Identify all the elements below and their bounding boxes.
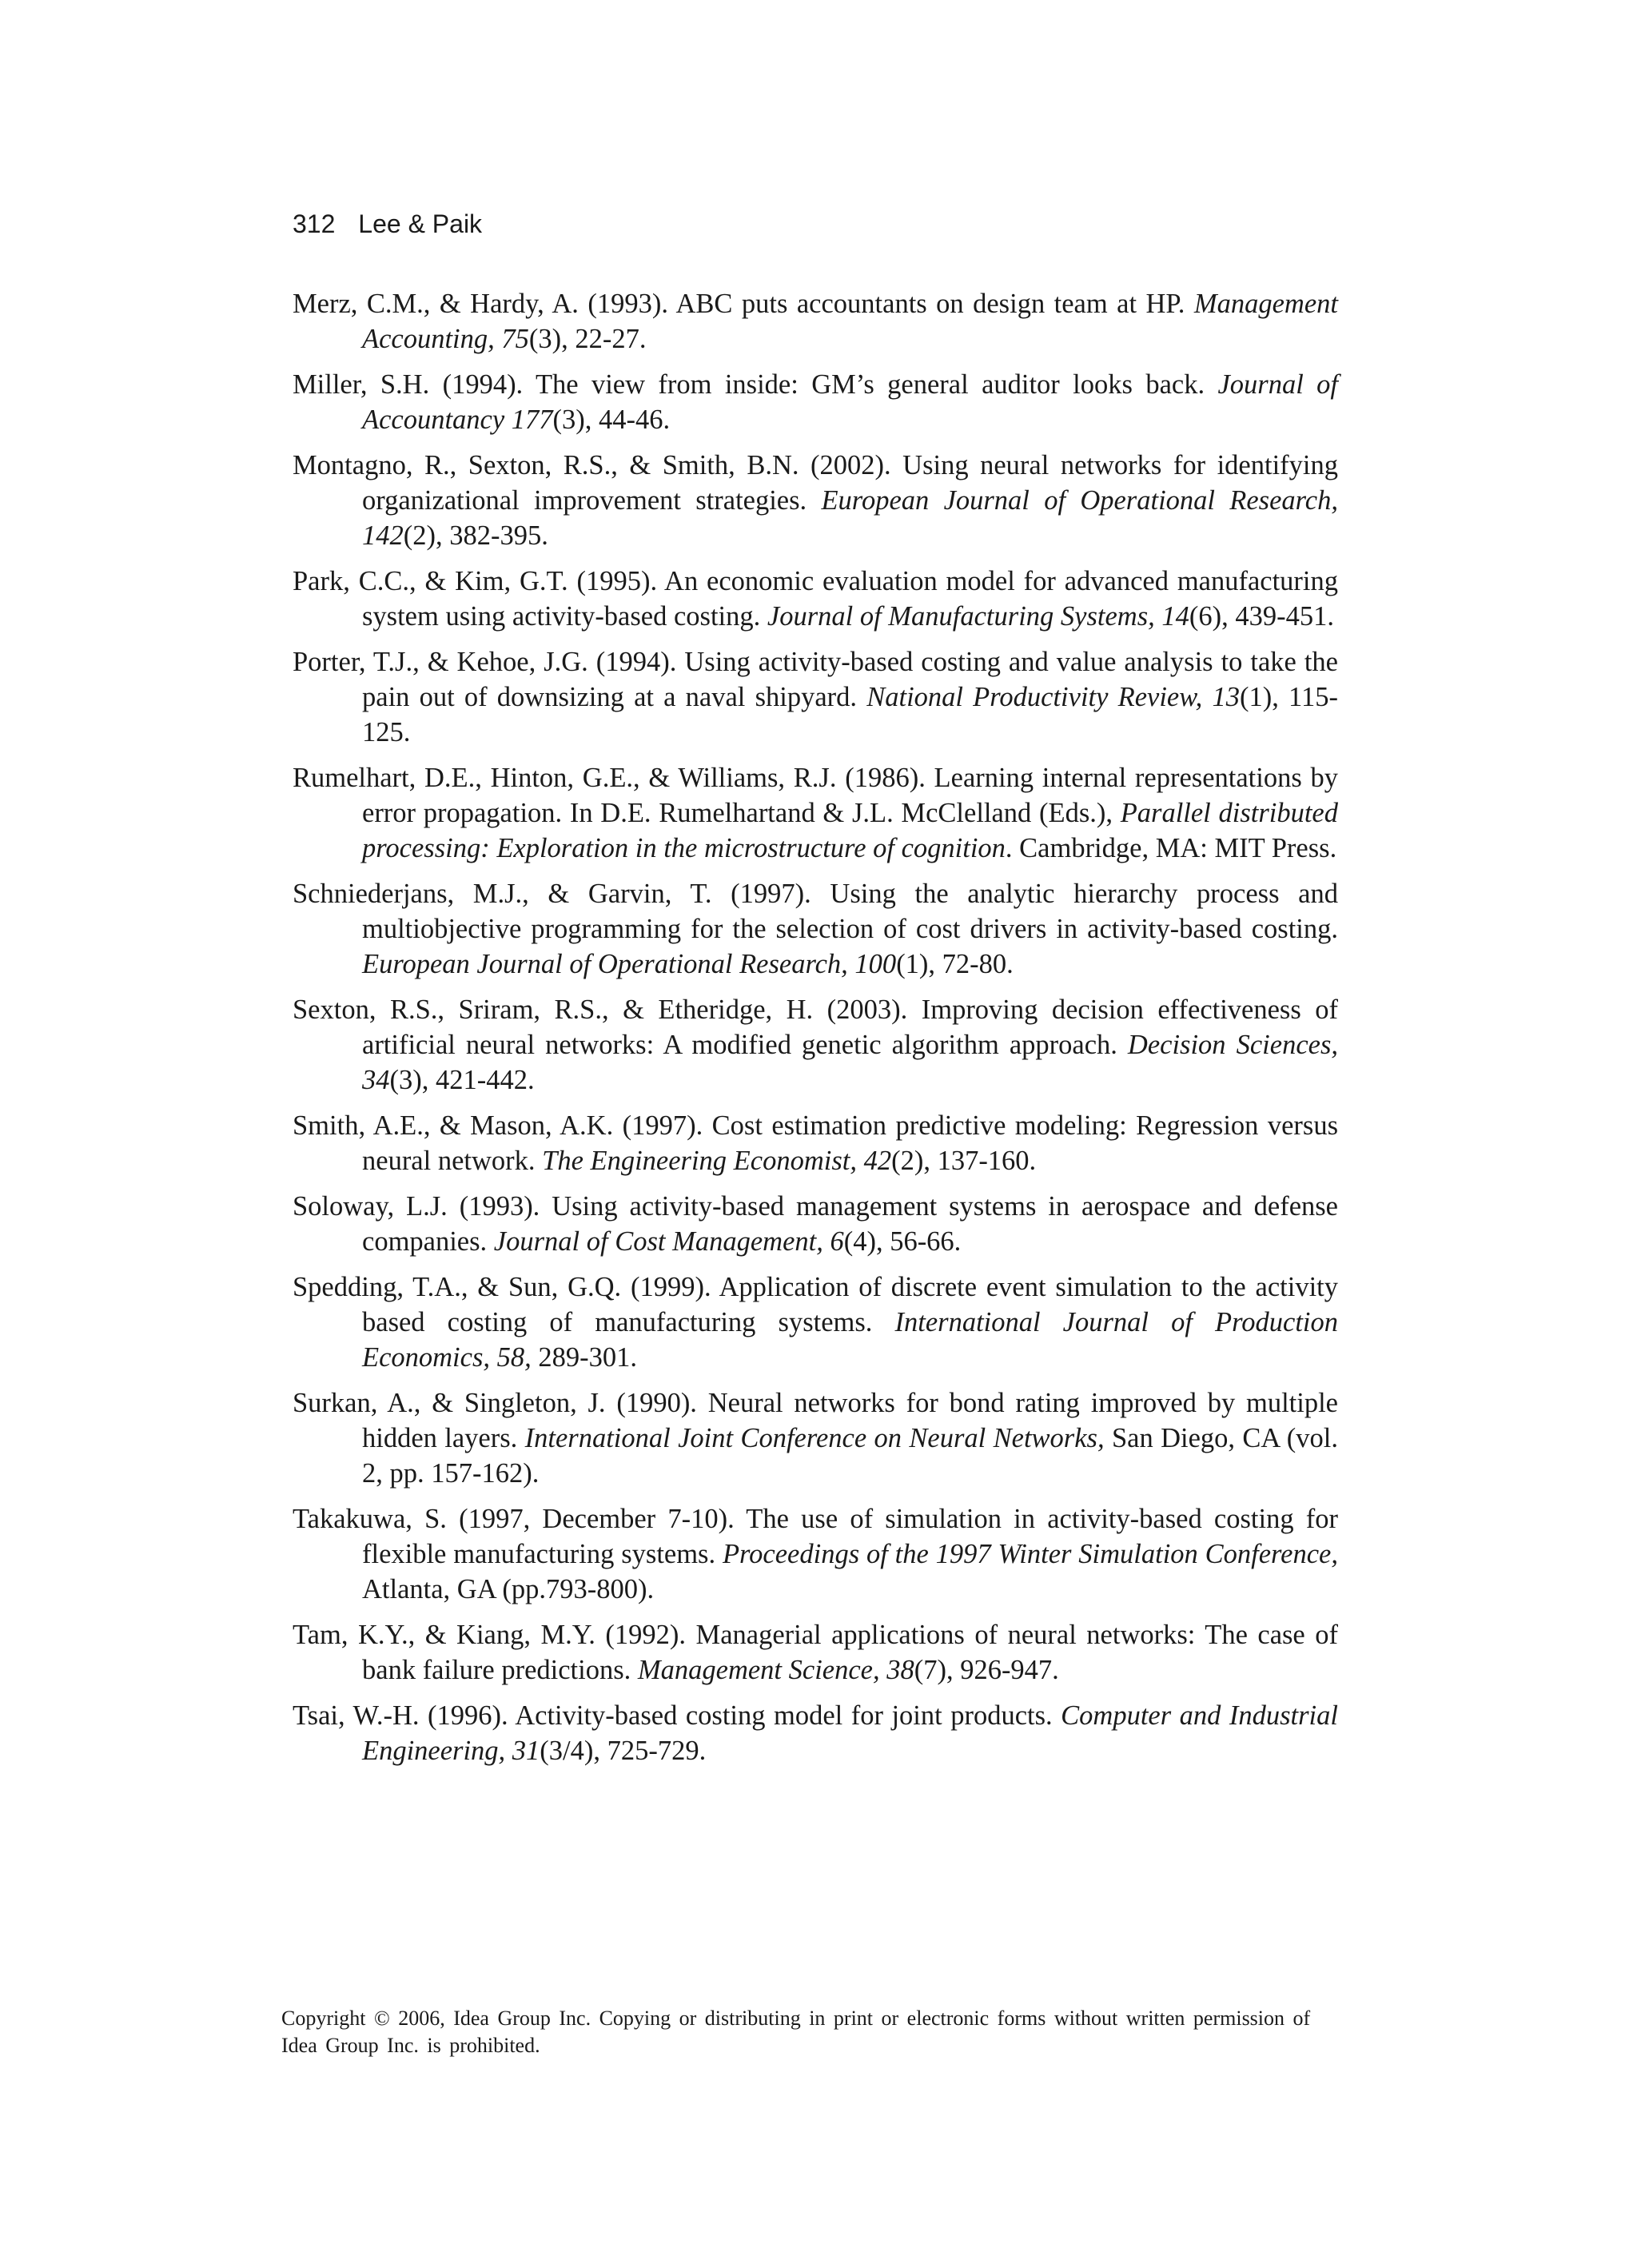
reference-text: . Cambridge, MA: MIT Press. [1005, 833, 1337, 863]
reference-text: (3), 22-27. [528, 324, 647, 354]
reference-text: San Diego, CA (vol. 2, pp. 157-162). [362, 1423, 1338, 1489]
reference-source-title: Management Science, 38 [637, 1655, 914, 1685]
reference-text: Surkan, A., & Singleton, J. (1990). Neural networks for bond rating improved by multiple hidden layers. [293, 1388, 1338, 1453]
reference-source-title: European Journal of Operational Research, 100 [362, 949, 897, 979]
reference-text: (1), 115-125. [362, 682, 1339, 747]
reference-text: Porter, T.J., & Kehoe, J.G. (1994). Using activity-based costing and value analysis to take the pain out of downsizing at a naval shipyard. [293, 647, 1338, 712]
reference-entry [293, 367, 1338, 437]
page-number: 312 [293, 209, 336, 238]
reference-entry [293, 286, 1338, 357]
reference-list [293, 286, 1338, 1779]
reference-entry [293, 760, 1338, 866]
reference-entry [293, 1270, 1338, 1375]
reference-source-title: The Engineering Economist, 42 [542, 1146, 892, 1176]
reference-source-title: Journal of Accountancy 177 [362, 369, 1338, 435]
running-head-authors: Lee & Paik [358, 209, 483, 238]
reference-text: (4), 56-66. [843, 1226, 962, 1257]
copyright-notice: Copyright © 2006, Idea Group Inc. Copying or distributing in print or electronic forms without written permission of Idea Group Inc. is prohibited. [281, 2007, 1311, 2057]
reference-text: Tam, K.Y., & Kiang, M.Y. (1992). Managerial applications of neural networks: The case of bank failure predictions. [293, 1620, 1338, 1685]
reference-text: Atlanta, GA (pp.793-800). [362, 1574, 655, 1604]
reference-text: (7), 926-947. [914, 1655, 1059, 1685]
reference-text: Spedding, T.A., & Sun, G.Q. (1999). Application of discrete event simulation to the activity based costing of manufacturing systems. [293, 1272, 1338, 1337]
reference-entry [293, 564, 1338, 634]
reference-text: (3), 44-46. [552, 405, 671, 435]
reference-text: (1), 72-80. [896, 949, 1014, 979]
reference-entry [293, 1501, 1338, 1607]
reference-entry [293, 1617, 1338, 1688]
reference-text: (3/4), 725-729. [540, 1736, 707, 1766]
reference-source-title: Decision Sciences, 34 [362, 1030, 1338, 1095]
reference-text: Schniederjans, M.J., & Garvin, T. (1997). Using the analytic hierarchy process and multiobjective programming for the selection of cost drivers in activity-based costing. [293, 879, 1338, 944]
reference-entry [293, 992, 1338, 1098]
reference-text: (2), 137-160. [891, 1146, 1037, 1176]
reference-source-title: European Journal of Operational Research, 142 [362, 485, 1338, 551]
reference-text: Takakuwa, S. (1997, December 7-10). The use of simulation in activity-based costing for flexible manufacturing systems. [293, 1504, 1338, 1569]
reference-text: Sexton, R.S., Sriram, R.S., & Etheridge, H. (2003). Improving decision effectiveness of artificial neural networks: A modified genetic algorithm approach. [293, 994, 1338, 1060]
reference-source-title: International Joint Conference on Neural Networks, [524, 1423, 1105, 1453]
reference-text: Smith, A.E., & Mason, A.K. (1997). Cost estimation predictive modeling: Regression versus neural network. [293, 1110, 1338, 1176]
reference-text: Montagno, R., Sexton, R.S., & Smith, B.N. (2002). Using neural networks for identifying organizational improvement strategies. [293, 450, 1338, 516]
reference-source-title: Proceedings of the 1997 Winter Simulation Conference, [722, 1539, 1338, 1569]
reference-entry [293, 448, 1338, 553]
reference-text: Miller, S.H. (1994). The view from inside: GM’s general auditor looks back. [293, 369, 1218, 400]
reference-text: 289-301. [531, 1342, 638, 1373]
reference-text: (6), 439-451. [1189, 601, 1334, 632]
reference-text: (2), 382-395. [403, 520, 548, 551]
reference-entry [293, 876, 1338, 982]
reference-source-title: Management Accounting, 75 [362, 289, 1338, 354]
reference-text: Rumelhart, D.E., Hinton, G.E., & Williams, R.J. (1986). Learning internal representations by error propagation. In D.E. Rumelhartand & J.L. McClelland (Eds.), [293, 763, 1338, 828]
reference-entry [293, 1385, 1338, 1491]
reference-text: Park, C.C., & Kim, G.T. (1995). An economic evaluation model for advanced manufacturing system using activity-based costing. [293, 566, 1338, 632]
reference-text: Soloway, L.J. (1993). Using activity-based management systems in aerospace and defense companies. [293, 1191, 1338, 1257]
reference-entry [293, 1698, 1338, 1768]
reference-text: Merz, C.M., & Hardy, A. (1993). ABC puts accountants on design team at HP. [293, 289, 1194, 319]
running-head [293, 206, 482, 241]
reference-entry [293, 644, 1338, 750]
reference-source-title: Journal of Cost Management, 6 [493, 1226, 844, 1257]
reference-source-title: Parallel distributed processing: Exploration in the microstructure of cognition [362, 798, 1338, 863]
reference-entry [293, 1189, 1338, 1259]
reference-source-title: National Productivity Review, 13 [866, 682, 1240, 712]
reference-entry [293, 1108, 1338, 1178]
reference-text: Tsai, W.-H. (1996). Activity-based costing model for joint products. [293, 1700, 1061, 1731]
reference-source-title: Journal of Manufacturing Systems, 14 [767, 601, 1189, 632]
reference-source-title: Computer and Industrial Engineering, 31 [362, 1700, 1338, 1766]
reference-source-title: International Journal of Production Economics, 58, [362, 1307, 1338, 1373]
reference-text: (3), 421-442. [389, 1065, 535, 1095]
